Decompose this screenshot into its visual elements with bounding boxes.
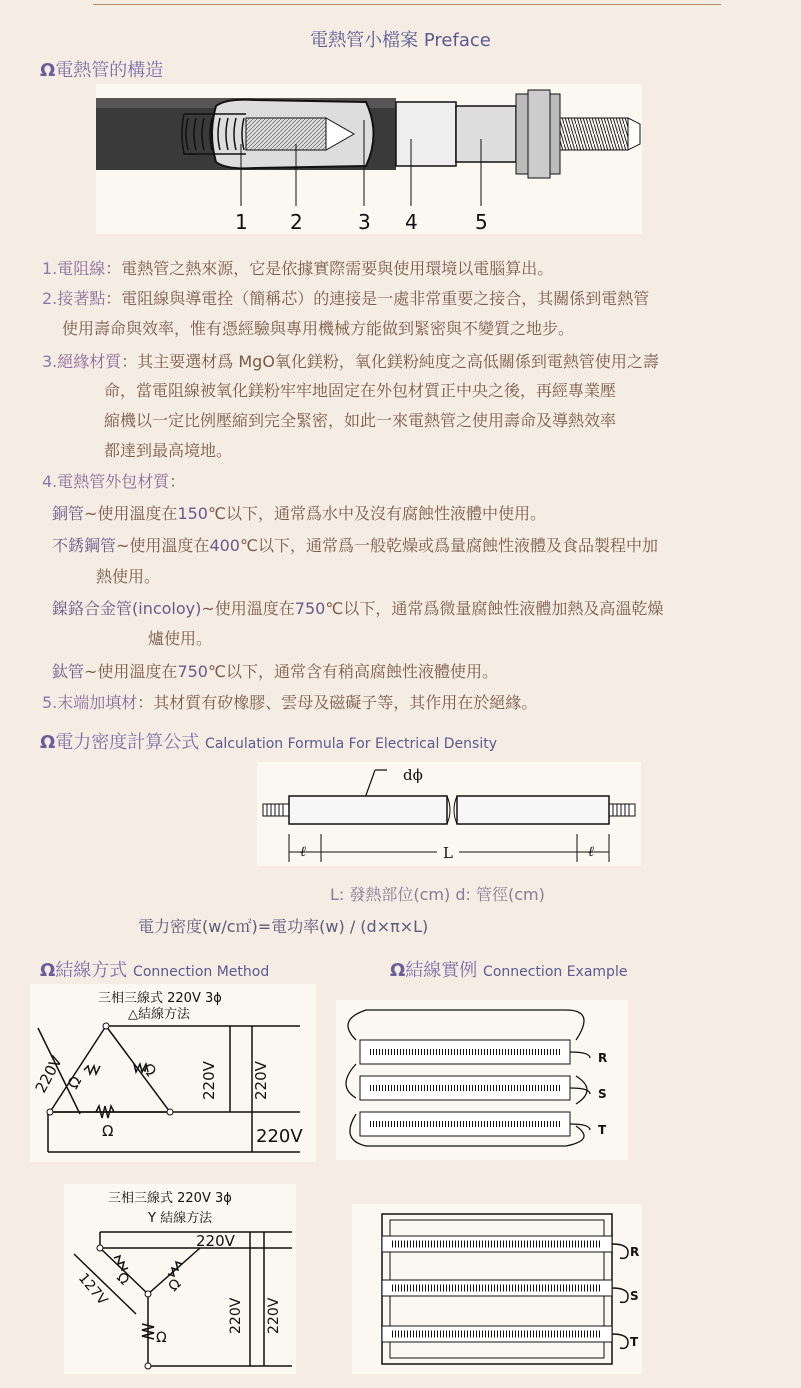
page-title: 電熱管小檔案 Preface bbox=[310, 30, 491, 51]
material-temp: 750 bbox=[294, 599, 326, 618]
item-2-cont: 使用壽命與效率，惟有憑經驗與專用機械方能做到緊密與不變質之地步。 bbox=[62, 319, 575, 338]
y-v-left: 127V bbox=[74, 1270, 111, 1309]
omega-icon: Ω bbox=[40, 732, 56, 753]
density-tube-diagram bbox=[257, 762, 641, 866]
material-rest: ℃以下，通常含有稍高腐蝕性液體使用。 bbox=[207, 662, 498, 681]
material-text: ~使用溫度在 bbox=[84, 662, 178, 681]
y-connection-diagram bbox=[64, 1184, 296, 1374]
item-5 bbox=[42, 690, 537, 713]
delta-title1: 三相三線式 220V 3ϕ bbox=[98, 991, 222, 1006]
heater-rows bbox=[360, 1040, 570, 1136]
phase-r: R bbox=[598, 1051, 608, 1065]
section-structure-heading bbox=[40, 56, 163, 82]
top-rule bbox=[93, 4, 721, 5]
phase-t: T bbox=[630, 1335, 639, 1349]
section-title-en: Calculation Formula For Electrical Density bbox=[205, 736, 498, 752]
material-incoloy bbox=[52, 596, 663, 619]
item-number: 1. bbox=[42, 259, 58, 278]
delta-ohm-bottom: Ω bbox=[102, 1122, 114, 1140]
delta-v-left: 220V bbox=[31, 1053, 66, 1096]
material-temp: 750 bbox=[177, 662, 208, 681]
item-2 bbox=[42, 286, 649, 309]
delta-example-diagram bbox=[336, 1000, 628, 1160]
material-name: 不銹鋼管 bbox=[52, 536, 117, 555]
y-ohm-right: Ω bbox=[165, 1275, 185, 1295]
item-number: 2. bbox=[42, 289, 58, 308]
delta-ohm-left: Ω bbox=[63, 1073, 86, 1092]
section-title: 電熱管的構造 bbox=[55, 60, 164, 81]
y-title1: 三相三線式 220V 3ϕ bbox=[108, 1191, 232, 1206]
item-3-cont2: 縮機以一定比例壓縮到完全緊密，如此一來電熱管之使用壽命及導熱效率 bbox=[104, 411, 617, 430]
label-3: 3 bbox=[358, 210, 371, 234]
section-method-heading bbox=[40, 956, 269, 982]
section-example-heading bbox=[390, 956, 627, 982]
y-ohm-bottom: Ω bbox=[156, 1330, 167, 1346]
material-incoloy-cont: 爐使用。 bbox=[148, 629, 213, 648]
y-title2: Y 結線方法 bbox=[148, 1211, 213, 1226]
delta-v-right: 220V bbox=[252, 1061, 270, 1100]
y-ohm-left: Ω bbox=[113, 1269, 133, 1289]
item-number: 5. bbox=[42, 693, 58, 712]
y-example-diagram bbox=[352, 1204, 642, 1374]
material-name: 鈦管 bbox=[52, 662, 85, 681]
item-key: 電熱管外包材質 bbox=[57, 472, 170, 491]
item-1 bbox=[42, 256, 553, 279]
material-copper bbox=[52, 501, 546, 524]
label-5: 5 bbox=[475, 210, 488, 234]
material-text: ~使用溫度在 bbox=[84, 504, 178, 523]
label-4: 4 bbox=[405, 210, 418, 234]
l-small-left: ℓ bbox=[300, 844, 306, 860]
item-key: 接著點 bbox=[57, 289, 106, 308]
item-text: ：其主要選材爲 MgO氧化鎂粉，氧化鎂粉純度之高低關係到電熱管使用之壽 bbox=[121, 352, 659, 371]
omega-icon: Ω bbox=[40, 960, 56, 981]
section-title-en: Connection Method bbox=[133, 964, 270, 980]
item-number: 3. bbox=[42, 352, 58, 371]
L-label: L bbox=[443, 844, 453, 862]
material-stainless-cont: 熱使用。 bbox=[96, 567, 161, 586]
item-4 bbox=[42, 469, 185, 492]
phase-r: R bbox=[630, 1245, 640, 1259]
item-text: ： bbox=[169, 472, 186, 491]
material-titanium bbox=[52, 659, 498, 682]
item-key: 絕緣材質 bbox=[57, 352, 122, 371]
density-formula: 電力密度(w/c㎡)=電功率(w) / (d×π×L) bbox=[138, 917, 429, 936]
material-text: ~使用溫度在 bbox=[201, 599, 295, 618]
l-small-right: ℓ bbox=[588, 844, 594, 860]
delta-v-bottom: 220V bbox=[256, 1126, 303, 1147]
item-3-cont3: 都達到最高境地。 bbox=[104, 441, 233, 460]
item-3 bbox=[42, 349, 659, 372]
phase-t: T bbox=[598, 1123, 607, 1137]
material-name: 銅管 bbox=[52, 504, 85, 523]
item-number: 4. bbox=[42, 472, 58, 491]
y-v-mid: 220V bbox=[228, 1297, 244, 1334]
item-text: ：其材質有矽橡膠、雲母及磁礙子等，其作用在於絕緣。 bbox=[137, 693, 538, 712]
density-caption: L: 發熱部位(cm) d: 管徑(cm) bbox=[330, 885, 545, 904]
section-title: 電力密度計算公式 bbox=[55, 732, 200, 753]
material-temp: 400 bbox=[209, 536, 240, 555]
section-title: 結線方式 bbox=[55, 960, 128, 981]
heater-rows bbox=[382, 1236, 612, 1342]
phase-s: S bbox=[598, 1087, 607, 1101]
material-stainless bbox=[52, 533, 658, 556]
item-key: 電阻線 bbox=[57, 259, 106, 278]
dphi-label: dϕ bbox=[403, 766, 423, 784]
delta-v-mid: 220V bbox=[200, 1061, 218, 1100]
delta-connection-diagram bbox=[30, 984, 316, 1162]
material-rest: ℃以下，通常爲微量腐蝕性液體加熱及高溫乾燥 bbox=[325, 599, 664, 618]
item-3-cont1: 命，當電阻線被氧化鎂粉牢牢地固定在外包材質正中央之後，再經專業壓 bbox=[104, 381, 617, 400]
material-text: ~使用溫度在 bbox=[116, 536, 210, 555]
material-name: 鎳鉻合金管(incoloy) bbox=[52, 599, 202, 618]
y-v-right: 220V bbox=[266, 1297, 282, 1334]
y-v-top: 220V bbox=[196, 1232, 235, 1250]
label-2: 2 bbox=[290, 210, 303, 234]
section-density-heading bbox=[40, 728, 497, 754]
item-text: ：電阻線與導電拴（簡稱芯）的連接是一處非常重要之接合，其關係到電熱管 bbox=[105, 289, 650, 308]
delta-title2: △結線方法 bbox=[128, 1007, 190, 1022]
section-title-en: Connection Example bbox=[483, 964, 628, 980]
item-key: 末端加填材 bbox=[57, 693, 138, 712]
item-text: ：電熱管之熱來源，它是依據實際需要與使用環境以電腦算出。 bbox=[105, 259, 554, 278]
label-1: 1 bbox=[235, 210, 248, 234]
material-rest: ℃以下，通常爲水中及沒有腐蝕性液體中使用。 bbox=[207, 504, 546, 523]
material-temp: 150 bbox=[177, 504, 208, 523]
section-title: 結線實例 bbox=[405, 960, 478, 981]
tube-structure-diagram bbox=[96, 84, 642, 234]
material-rest: ℃以下，通常爲一般乾燥或爲量腐蝕性液體及食品製程中加 bbox=[239, 536, 658, 555]
delta-ohm-right: Ω bbox=[138, 1059, 161, 1080]
phase-s: S bbox=[630, 1289, 639, 1303]
omega-icon: Ω bbox=[390, 960, 406, 981]
omega-icon: Ω bbox=[40, 60, 56, 81]
